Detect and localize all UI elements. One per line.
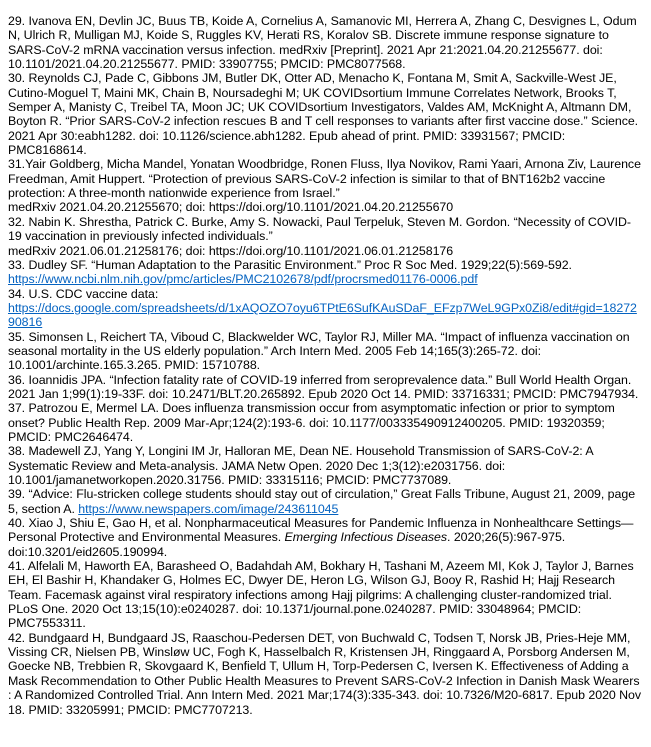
reference-entry-ref-31 [8, 157, 643, 214]
reference-entry-ref-42 [8, 631, 643, 717]
reference-entry-ref-34 [8, 287, 643, 330]
reference-entry-ref-29 [8, 14, 643, 71]
reference-text: 32. Nabin K. Shrestha, Patrick C. Burke, Amy S. Nowacki, Paul Terpeluk, Steven M. Gordon. “Necessity of COVID-19 vaccination in previously infected individuals.” [8, 214, 631, 244]
reference-entry-ref-40 [8, 516, 643, 559]
reference-link[interactable]: https://docs.google.com/spreadsheets/d/1xAQOZO7oyu6TPtE6SufKAuSDaF_EFzp7WeL9GPx0Zi8/edit#gid=1827290816 [8, 300, 637, 330]
reference-entry-ref-37 [8, 401, 643, 444]
reference-text: 42. Bundgaard H, Bundgaard JS, Raaschou-Pedersen DET, von Buchwald C, Todsen T, Norsk JB, Pries-Heje MM, Vissing CR, Nielsen PB, Winsløw UC, Fogh K, Hasselbalch R, Kristensen JH, Ringgaard A, Porsborg Andersen M, Goecke NB, Trebbien R, Skovgaard K, Benfield T, Ullum H, Torp-Pedersen C, Iversen K. Effectiveness of Adding a Mask Recommendation to Other Public Health Measures to Prevent SARS-CoV-2 Infection in Danish Mask Wearers : A Randomized Controlled Trial. Ann Intern Med. 2021 Mar;174(3):335-343. doi: 10.7326/M20-6817. Epub 2020 Nov 18. PMID: 33205991; PMCID: PMC7707213. [8, 630, 642, 717]
reference-entry-ref-41 [8, 559, 643, 631]
reference-text: 35. Simonsen L, Reichert TA, Viboud C, Blackwelder WC, Taylor RJ, Miller MA. “Impact of influenza vaccination on seasonal mortality in the US elderly population.” Arch Intern Med. 2005 Feb 14;165(3):265-72. doi: 10.1001/archinte.165.3.265. PMID: 15710788. [8, 329, 630, 373]
reference-text: 29. Ivanova EN, Devlin JC, Buus TB, Koide A, Cornelius A, Samanovic MI, Herrera A, Zhang C, Desvignes L, Odum N, Ulrich R, Mulligan MJ, Koide S, Ruggles KV, Herati RS, Koralov SB. Discrete immune response signature to SARS-CoV-2 mRNA vaccination versus infection. medRxiv [Preprint]. 2021 Apr 21:2021.04.20.21255677. doi: 10.1101/2021.04.20.21255677. PMID: 33907755; PMCID: PMC8077568. [8, 14, 637, 72]
reference-link[interactable]: https://www.newspapers.com/image/243611045 [78, 501, 339, 516]
reference-text: 39. “Advice: Flu-stricken college students should stay out of circulation,” Great Falls Tribune, August 21, 2009, page 5, section A. [8, 487, 636, 516]
reference-text: 30. Reynolds CJ, Pade C, Gibbons JM, Butler DK, Otter AD, Menacho K, Fontana M, Smit A, Sackville-West JE, Cutino-Moguel T, Maini MK, Chain B, Noursadeghi M; UK COVIDsortium Immune Correlates Network, Brooks T, Semper A, Manisty C, Treibel TA, Moon JC; UK COVIDsortium Investigators, Valdes AM, McKnight A, Altmann DM, Boyton R. “Prior SARS-CoV-2 infection rescues B and T cell responses to variants after first vaccine dose.” Science. 2021 Apr 30:eabh1282. doi: 10.1126/science.abh1282. Epub ahead of print. PMID: 33931567; PMCID: PMC8168614. [8, 71, 639, 158]
reference-text: 33. Dudley SF. “Human Adaptation to the Parasitic Environment.” Proc R Soc Med. 1929;22(5):569-592. [8, 257, 572, 272]
reference-text: medRxiv 2021.06.01.21258176; doi: https://doi.org/10.1101/2021.06.01.21258176 [8, 243, 454, 258]
reference-text: . 2020;26(5):967-975. doi:10.3201/eid2605.190994. [8, 530, 566, 559]
reference-text: 36. Ioannidis JPA. “Infection fatality rate of COVID-19 inferred from seroprevalence data.” Bull World Health Organ. 2021 Jan 1;99(1):19-33F. doi: 10.2471/BLT.20.265892. Epub 2020 Oct 14. PMID: 33716331; PMCID: PMC7947934. [8, 372, 639, 401]
reference-text: 37. Patrozou E, Mermel LA. Does influenza transmission occur from asymptomatic infection or prior to symptom onset? Public Health Rep. 2009 Mar-Apr;124(2):193-6. doi: 10.1177/003335490912400205. PMID: 19320359; PMCID: PMC2646474. [8, 401, 615, 444]
reference-text: 34. U.S. CDC vaccine data: [8, 286, 159, 301]
reference-entry-ref-32 [8, 215, 643, 258]
reference-text: 31.Yair Goldberg, Micha Mandel, Yonatan Woodbridge, Ronen Fluss, Ilya Novikov, Rami Yaari, Arnona Ziv, Laurence Freedman, Amit Huppert. “Protection of previous SARS-CoV-2 infection is similar to that of BNT162b2 vaccine protection: A three-month nationwide experience from Israel.” [8, 157, 641, 201]
reference-entry-ref-35 [8, 330, 643, 373]
reference-link[interactable]: https://www.ncbi.nlm.nih.gov/pmc/articles/PMC2102678/pdf/procrsmed01176-0006.pdf [8, 272, 478, 287]
reference-entry-ref-39 [8, 487, 643, 516]
reference-entry-ref-38 [8, 444, 643, 487]
journal-title: Emerging Infectious Diseases [284, 530, 448, 545]
reference-text: 40. Xiao J, Shiu E, Gao H, et al. Nonpharmaceutical Measures for Pandemic Influenza in Nonhealthcare Settings—Personal Protective and Environmental Measures. [8, 516, 634, 545]
reference-text: medRxiv 2021.04.20.21255670; doi: https://doi.org/10.1101/2021.04.20.21255670 [8, 200, 454, 215]
reference-entry-ref-30 [8, 71, 643, 157]
reference-text: 41. Alfelali M, Haworth EA, Barasheed O, Badahdah AM, Bokhary H, Tashani M, Azeem MI, Kok J, Taylor J, Barnes EH, El Bashir H, Khandaker G, Holmes EC, Dwyer DE, Heron LG, Wilson GJ, Booy R, Rashid H; Hajj Research Team. Facemask against viral respiratory infections among Hajj pilgrims: A challenging cluster-randomized trial. PLoS One. 2020 Oct 13;15(10):e0240287. doi: 10.1371/journal.pone.0240287. PMID: 33048964; PMCID: PMC7553311. [8, 559, 634, 631]
reference-entry-ref-36 [8, 373, 643, 402]
reference-entry-ref-33 [8, 258, 643, 287]
reference-text: 38. Madewell ZJ, Yang Y, Longini IM Jr, Halloran ME, Dean NE. Household Transmission of SARS-CoV-2: A Systematic Review and Meta-analysis. JAMA Netw Open. 2020 Dec 1;3(12):e2031756. doi: 10.1001/jamanetworkopen.2020.31756. PMID: 33315116; PMCID: PMC7737089. [8, 444, 593, 487]
